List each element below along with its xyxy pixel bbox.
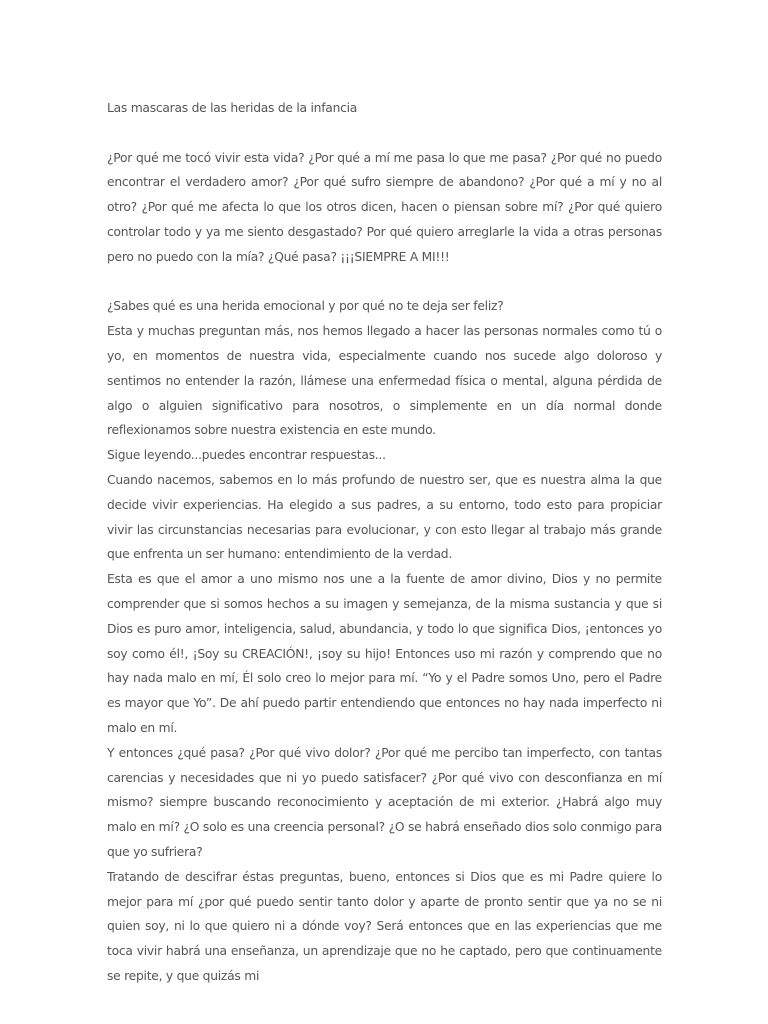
paragraph: Sigue leyendo...puedes encontrar respuestas... — [107, 448, 386, 463]
paragraph: Y entonces ¿qué pasa? ¿Por qué vivo dolor? ¿Por qué me percibo tan imperfecto, con tantas carencias y necesidades que ni yo puedo satisfacer? ¿Por qué vivo con desconfianza en mí mismo? siempre buscando reconocimiento y aceptación de mi exterior. ¿Habrá algo muy malo en mí? ¿O solo es una creencia personal? ¿O se habrá enseñado dios solo conmigo para que yo sufriera? — [107, 745, 662, 859]
document-body — [107, 96, 662, 989]
document-title: Las mascaras de las heridas de la infancia — [107, 101, 358, 115]
paragraph: ¿Por qué me tocó vivir esta vida? ¿Por qué a mí me pasa lo que me pasa? ¿Por qué no puedo encontrar el verdadero amor? ¿Por qué sufro siempre de abandono? ¿Por qué a mí y no al otro? ¿Por qué me afecta lo que los otros dicen, hacen o piensan sobre mí? ¿Por qué quiero controlar todo y ya me siento desgastado? Por qué quiero arreglarle la vida a otras personas pero no puedo con la mía? ¿Qué pasa? ¡¡¡SIEMPRE A MI!!! — [107, 150, 662, 264]
paragraph: Tratando de descifrar éstas preguntas, bueno, entonces si Dios que es mi Padre quiere lo mejor para mí ¿por qué puedo sentir tanto dolor y aparte de pronto sentir que ya no se ni quien soy, ni lo que quiero ni a dónde voy? Será entonces que en las experiencias que me toca vivir habrá una enseñanza, un aprendizaje que no he captado, pero que continuamente se repite, y que quizás mi — [107, 869, 662, 983]
paragraph: Esta es que el amor a uno mismo nos une a la fuente de amor divino, Dios y no permite comprender que si somos hechos a su imagen y semejanza, de la misma sustancia y que si Dios es puro amor, inteligencia, salud, abundancia, y todo lo que significa Dios, ¡entonces yo soy como él!, ¡Soy su CREACIÓN!, ¡soy su hijo! Entonces uso mi razón y comprendo que no hay nada malo en mí, Él solo creo lo mejor para mí. “Yo y el Padre somos Uno, pero el Padre es mayor que Yo”. De ahí puedo partir entendiendo que entonces no hay nada imperfecto ni malo en mí. — [107, 572, 662, 735]
paragraph: Esta y muchas preguntan más, nos hemos llegado a hacer las personas normales como tú o yo, en momentos de nuestra vida, especialmente cuando nos sucede algo doloroso y sentimos no entender la razón, llámese una enfermedad física o mental, alguna pérdida de algo o alguien significativo para nosotros, o simplemente en un día normal donde reflexionamos sobre nuestra existencia en este mundo. — [107, 324, 662, 438]
paragraph: ¿Sabes qué es una herida emocional y por qué no te deja ser feliz? — [107, 299, 504, 314]
paragraph: Cuando nacemos, sabemos en lo más profundo de nuestro ser, que es nuestra alma la que decide vivir experiencias. Ha elegido a sus padres, a su entorno, todo esto para propiciar vivir las circunstancias necesarias para evolucionar, y con esto llegar al trabajo más grande que enfrenta un ser humano: entendimiento de la verdad. — [107, 472, 662, 562]
